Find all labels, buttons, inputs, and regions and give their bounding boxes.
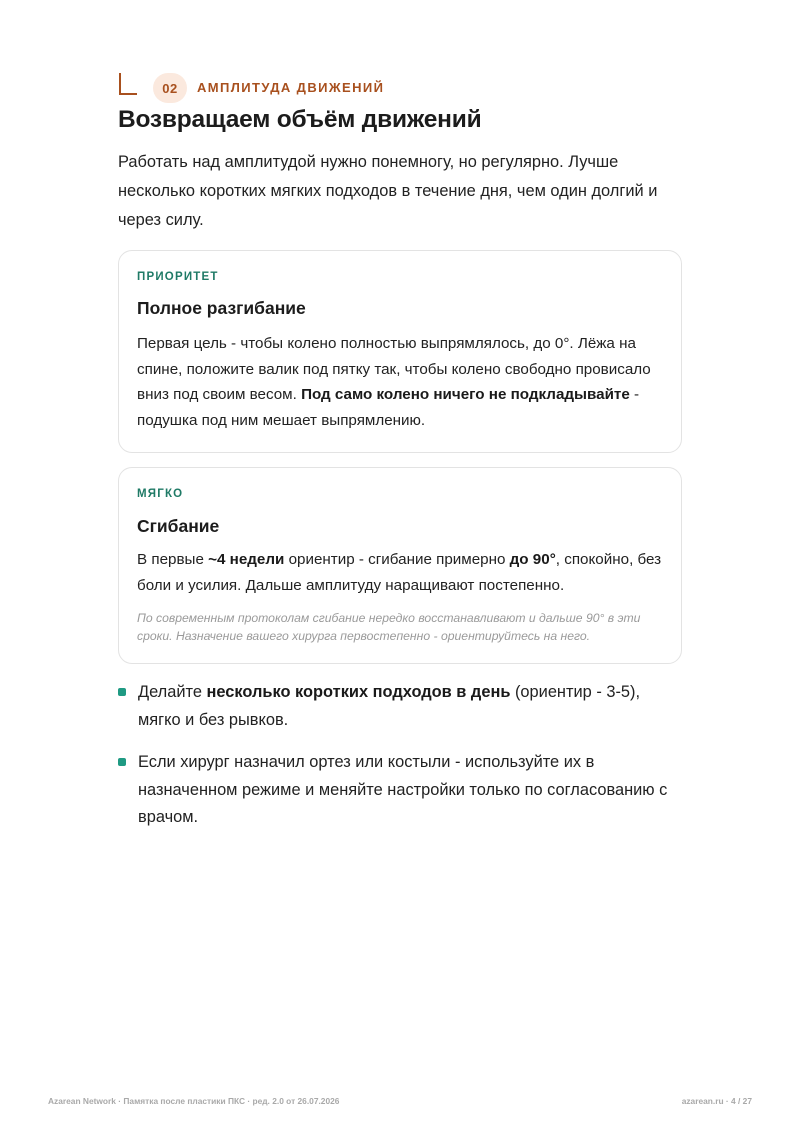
card-text-part: ориентир - сгибание примерно <box>284 551 510 568</box>
card-flexion <box>118 467 682 664</box>
card-text-emphasis: Под само колено ничего не подкладывайте <box>301 386 630 403</box>
card-text-part: В первые <box>137 551 209 568</box>
bullet-emphasis: несколько коротких подходов в день <box>206 683 511 701</box>
corner-bracket-icon <box>119 73 137 95</box>
card-text <box>137 331 667 433</box>
footer-page-number: azarean.ru · 4 / 27 <box>681 1096 752 1106</box>
list-item <box>118 749 678 832</box>
card-text-part: , спокойно, без боли и усилия. Дальше амплитуду наращивают постепенно. <box>137 551 662 594</box>
bullet-text: Делайте <box>138 683 207 701</box>
card-title: Сгибание <box>137 516 220 536</box>
card-text-emphasis: до 90° <box>509 551 556 568</box>
list-item <box>118 679 678 734</box>
card-tag: ПРИОРИТЕТ <box>137 271 219 283</box>
section-label: АМПЛИТУДА ДВИЖЕНИЙ <box>197 80 385 95</box>
page-title: Возвращаем объём движений <box>118 106 482 133</box>
card-tag: МЯГКО <box>137 488 184 500</box>
card-text-part: - подушка под ним мешает выпрямлению. <box>137 386 640 429</box>
section-number-badge: 02 <box>153 73 187 103</box>
bullet-text: Если хирург назначил ортез или костыли - используйте их в назначенном режиме и меняйте настройки только по согласованию с врачом. <box>138 753 668 826</box>
card-text-emphasis: ~4 недели <box>208 551 285 568</box>
card-text-part: Первая цель - чтобы колено полностью выпрямлялось, до 0°. Лёжа на спине, положите валик под пятку так, чтобы колено свободно провисало вниз под своим весом. <box>137 335 651 403</box>
bullet-marker-icon <box>118 688 126 696</box>
card-title: Полное разгибание <box>137 298 306 318</box>
card-extension <box>118 250 682 453</box>
bullet-text: (ориентир - 3-5), мягко и без рывков. <box>138 683 641 729</box>
card-text <box>137 547 669 598</box>
footer-document-info: Azarean Network · Памятка после пластики ПКС · ред. 2.0 от 26.07.2026 <box>48 1096 340 1106</box>
intro-paragraph: Работать над амплитудой нужно понемногу, но регулярно. Лучше несколько коротких мягких подходов в течение дня, чем один долгий и через силу. <box>118 153 658 229</box>
bullet-list <box>118 679 678 847</box>
bullet-marker-icon <box>118 758 126 766</box>
card-footnote: По современным протоколам сгибание нередко восстанавливают и дальше 90° в эти сроки. Назначение вашего хирурга первостепенно - ориентируйтесь на него. <box>137 611 641 643</box>
